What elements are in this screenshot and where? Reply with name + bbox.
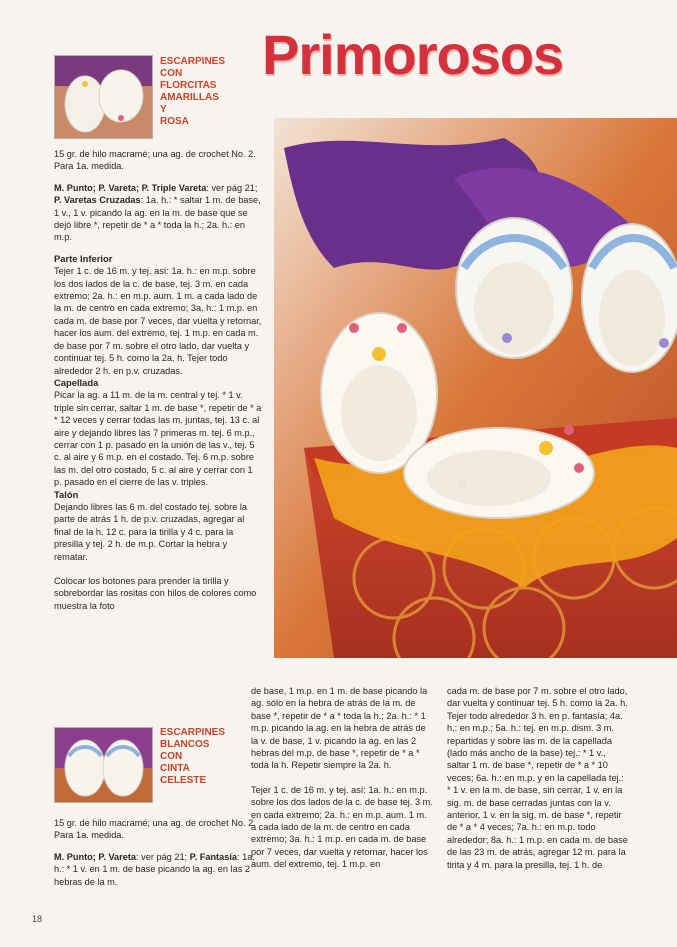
section2-materials: 15 gr. de hilo macramé; una ag. de crochet No. 2. Para 1a. medida. [54,818,256,841]
section1-heading: ESCARPINES CON FLORCITAS AMARILLAS Y ROSA [160,56,226,127]
points-rest-1: : ver pág 21; [206,182,258,193]
points-bold-1: M. Punto; P. Vareta; P. Triple Vareta [54,182,207,193]
s2-points-bold-1: M. Punto; P. Vareta [54,851,137,862]
heading-parte-inferior: Parte Inferior [54,252,113,264]
col2-paragraph-2: Tejer 1 c. de 16 m. y tej. así: 1a. h.: en m.p. sobre los dos lados de la c. de base tej. 3 m. en cada extremo; 2a. h.: en m.p. aum. 1 m. a cada lado de la m. de centro en cada extremo; 3a. h.: 1 m.p. en cada m. de base por 7 veces, dar vuelta y retornar, hacer los aum. del extremo, tej. 1 m.p. en [251,784,433,870]
section1-points [54,182,262,244]
column-3 [447,685,629,880]
col3-paragraph-1: cada m. de base por 7 m. sobre el otro lado, dar vuelta y continuar tej. 5 h. como la 2a. h. Tejer todo alrededor 3 h. en p. fantasía; 4a. h.: en m.p.; 5a. h.: tej. en m.p. dism. 3 m. repartidas y sobre las m. de la capellada (lado más ancho de la base) tej.: * 1 v., saltar 1 m. de base *, repetir de * a * 10 veces; 6a. h.: en m.p. y en la capellada tej.: * 1 v. en la m. de base, sin cerrar, 1 v. en la sig. m. de base cerradas juntas con la v. anterior, 1 v. en la sig. m. de base *, repetir de * a * 4 veces; 7a. h.: en m.p. todo alrededor; 8a. h.: 1 m.p. en cada m. de base de las 23 m. de atrás, agregar 12 m. para la tirita y 4 m. para la presilla, tej. 1 h. de [447,686,628,870]
section1-materials: 15 gr. de hilo macramé; una ag. de crochet No. 2. Para 1a. medida. [54,149,256,172]
page-number: 18 [32,914,43,924]
section1-body [54,148,262,621]
points-bold-2: P. Varetas Cruzadas [54,195,141,206]
main-photo [274,118,677,658]
heading-capellada: Capellada [54,376,99,388]
section2-points [54,851,262,888]
thumbnail-photo-escarpines-blancos [54,727,153,803]
page-title: Primorosos [262,23,564,86]
text-capellada: Picar la ag. a 11 m. de la m. central y tej. * 1 v. triple sin cerrar, saltar 1 m. de base *, repetir de * a * 12 veces y cerrar todas las m. juntas, tej. 13 c. al aire y dejando libres las 7 primeras m. tej. 6 m.p., cerrar con 1 p. pasado en la unión de las v., tej. 5 c. al aire y 6 m.p. en el costado. Tej. 6 m.p. sobre las m. del otro costado, 5 c. al aire y cerrar con 1 p. pasado en el cierre de las v. triples. [54,390,262,488]
heading-talon: Talón [54,488,79,500]
s2-points-rest-1: : ver pág 21; [136,851,190,862]
column-2 [251,685,433,880]
thumbnail-photo-escarpines-florcitas [54,55,153,139]
text-botones: Colocar los botones para prender la tirilla y sobrebordar las rositas con hilos de colores como muestra la foto [54,576,257,611]
points-rest-2: : 1a. h.: * saltar 1 m. de base, 1 v., 1 v. picando la ag. en la m. de base que se dejó libre *, repetir de * a * toda la h.; 2a. h.: en m.p. [54,195,261,243]
text-talon: Dejando libres las 6 m. del costado tej. sobre la parte de atrás 1 h. de p.v. cruzadas, agregar al final de la h. 12 c. para la tirilla y 4 c. para la presilla y tej. 2 h. de m.p. Cortar la hebra y rematar. [54,501,248,562]
col2-paragraph-1: de base, 1 m.p. en 1 m. de base picando la ag. sólo en la hebra de atrás de la m. de base *, repetir de * a * toda la h.; 2a. h.: * 1 m.p. picando la ag. en la hebra de atrás de la v. de base, 1 v. picando la ag. en las 2 hebras del m.p. de base *, repetir de * a * toda la h. Repetir siempre la 2a. h. [251,686,428,771]
s2-points-bold-2: P. Fantasía [189,851,237,862]
text-parte-inferior: Tejer 1 c. de 16 m. y tej. así: 1a. h.: en m.p. sobre los dos lados de la c. de base, tej. 3 m. en cada extremo; 2a. h.: en m.p. aum. 1 m. a cada lado de la m. de centro en cada extremo; 3a. h.: 1 m.p. en cada m. de base por 7 veces, dar vuelta y retornar, hacer los aum. del extremo, tej. 1 m.p. en cada m. de base por 7 m. sobre el otro lado, dar vuelta y continuar tej. 5 h. como la 2a. h. Tejer todo alrededor 2 h. en p.v. cruzadas. [54,266,262,376]
s2-points-rest-2: : 1a. h.: * 1 v. en 1 m. de base picando la ag. en las 2 hebras de la m. [54,851,255,887]
section2-body [54,817,262,897]
section2-heading: ESCARPINES BLANCOS CON CINTA CELESTE [160,727,226,786]
